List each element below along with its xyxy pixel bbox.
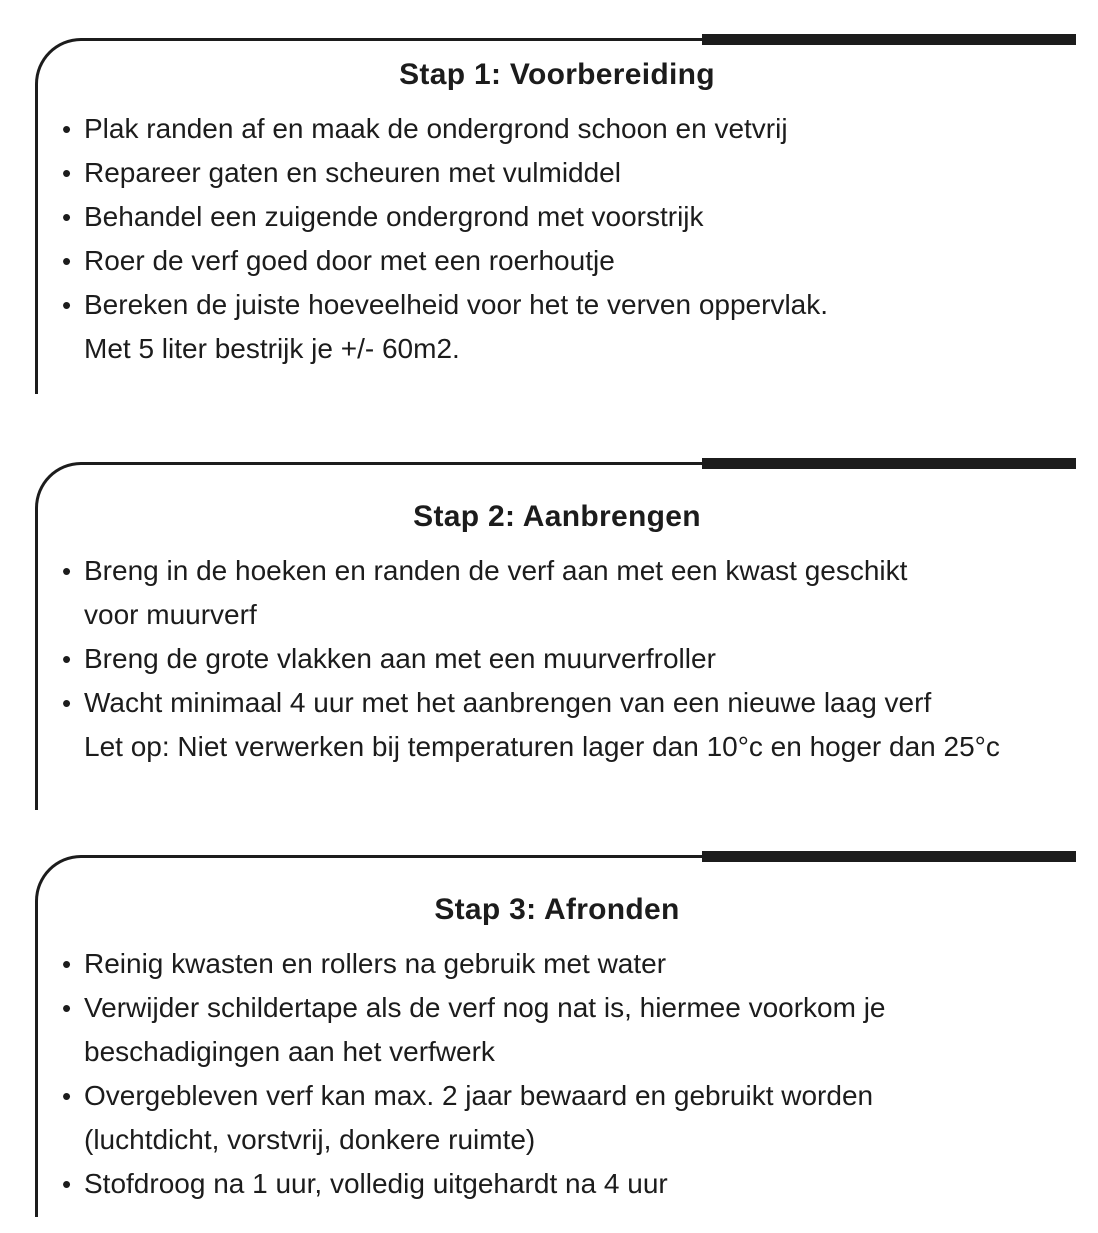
list-item-text: Behandel een zuigende ondergrond met voorstrijk [84,201,704,232]
step-3-list [38,942,1076,1206]
list-item [62,151,1064,195]
list-item-text: Stofdroog na 1 uur, volledig uitgehardt na 4 uur [84,1168,668,1199]
list-item-text: Verwijder schildertape als de verf nog nat is, hiermee voorkom je [84,992,886,1023]
list-item [62,239,1064,283]
bullet-icon: • [62,688,72,718]
list-item [62,1074,1064,1118]
list-item-text: Plak randen af en maak de ondergrond schoon en vetvrij [84,113,788,144]
list-item [62,1162,1064,1206]
step-3-card [35,855,1076,1217]
section-title-step-3: Stap 3: Afronden [434,893,680,926]
section-title-step-1: Stap 1: Voorbereiding [399,58,715,91]
list-item-text: Breng in de hoeken en randen de verf aan met een kwast geschikt [84,555,908,586]
bullet-icon: • [62,1081,72,1111]
bullet-icon: • [62,644,72,674]
bullet-icon: • [62,1169,72,1199]
bullet-icon: • [62,246,72,276]
bullet-icon: • [62,993,72,1023]
bullet-icon: • [62,158,72,188]
list-item-continuation [62,593,1064,637]
list-item [62,549,1064,593]
list-item-continuation [62,327,1064,371]
list-item-text: Overgebleven verf kan max. 2 jaar bewaard en gebruikt worden [84,1080,874,1111]
step-2-list [38,549,1076,769]
list-item-text: Wacht minimaal 4 uur met het aanbrengen van een nieuwe laag verf [84,687,932,718]
list-item-text: Repareer gaten en scheuren met vulmiddel [84,157,621,188]
list-item-text: Roer de verf goed door met een roerhoutje [84,245,615,276]
step-2-card [35,462,1076,810]
top-right-bar [702,458,1076,469]
list-item-text: Bereken de juiste hoeveelheid voor het te verven oppervlak. [84,289,829,320]
top-right-bar [702,851,1076,862]
list-item-text: Met 5 liter bestrijk je +/- 60m2. [84,333,460,364]
list-item [62,637,1064,681]
bullet-icon: • [62,114,72,144]
list-item-text: Reinig kwasten en rollers na gebruik met water [84,948,667,979]
bullet-icon: • [62,202,72,232]
list-item [62,195,1064,239]
list-item [62,681,1064,725]
list-item-continuation [62,725,1064,769]
bullet-icon: • [62,556,72,586]
list-item-continuation [62,1030,1064,1074]
step-1-list [38,107,1076,371]
list-item [62,986,1064,1030]
bullet-icon: • [62,949,72,979]
list-item-text: voor muurverf [84,599,257,630]
step-1-card [35,38,1076,394]
list-item-text: (luchtdicht, vorstvrij, donkere ruimte) [84,1124,536,1155]
section-title-step-2: Stap 2: Aanbrengen [413,500,701,533]
list-item [62,942,1064,986]
bullet-icon: • [62,290,72,320]
list-item [62,283,1064,327]
list-item-text: beschadigingen aan het verfwerk [84,1036,495,1067]
list-item-continuation [62,1118,1064,1162]
top-right-bar [702,34,1076,45]
list-item-text: Let op: Niet verwerken bij temperaturen lager dan 10°c en hoger dan 25°c [84,731,1000,762]
list-item [62,107,1064,151]
list-item-text: Breng de grote vlakken aan met een muurverfroller [84,643,716,674]
